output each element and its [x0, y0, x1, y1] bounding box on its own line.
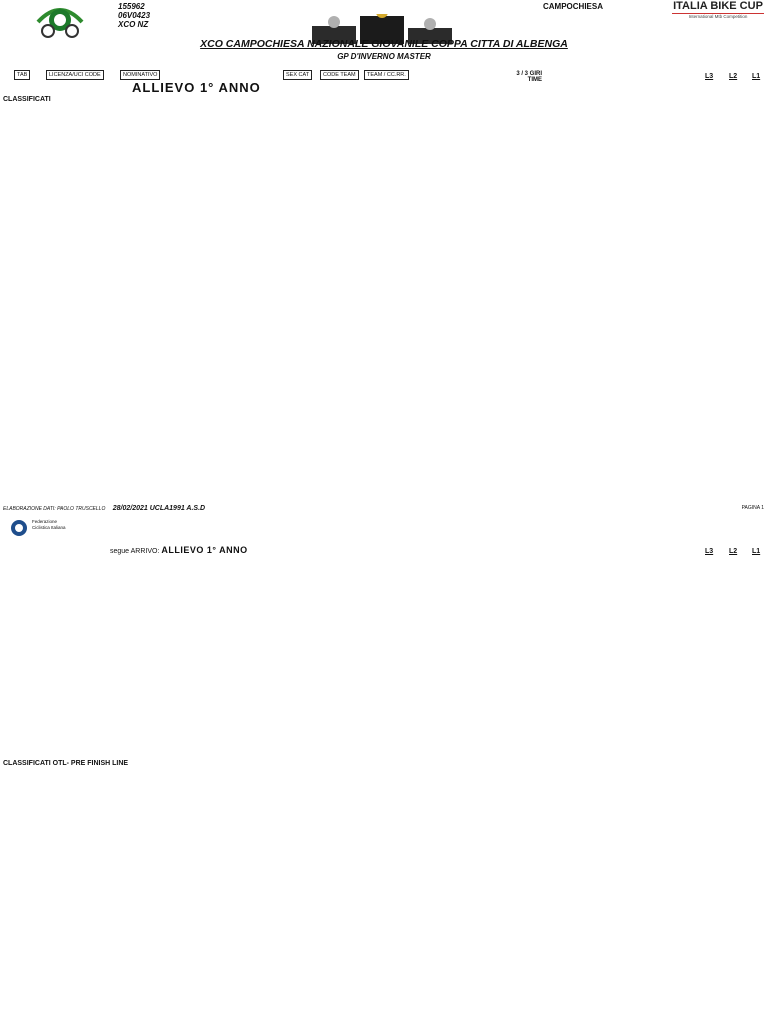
results-table-continued	[0, 564, 768, 574]
city: CAMPOCHIESA	[543, 2, 604, 11]
lap2-header-cont: L2	[729, 548, 738, 555]
continuation-header	[110, 545, 248, 555]
race-logo	[32, 0, 88, 40]
event-title: XCO CAMPOCHIESA NAZIONALE GIOVANILE COPPA CITTA DI ALBENGA	[200, 38, 568, 50]
table-row	[0, 769, 768, 779]
event-code: 06V0423	[118, 11, 151, 20]
fci-label: Federazione Ciclistica Italiana	[32, 519, 66, 530]
section-classified: CLASSIFICATI	[3, 96, 51, 103]
brand-name: ITALIA BIKE CUP	[673, 0, 763, 12]
giri: 3 / 3 GIRI	[516, 71, 542, 77]
brand-logo	[672, 0, 764, 34]
footer-credits	[3, 505, 205, 512]
col-team: TEAM / CC.RR.	[364, 70, 409, 80]
col-sex-cat: SEX CAT	[283, 70, 312, 80]
category-title-cont: ALLIEVO 1° ANNO	[161, 545, 248, 555]
table-row	[0, 105, 768, 115]
race-ids	[118, 2, 150, 29]
lap1-header: L1	[752, 73, 761, 80]
race-id: 155962	[118, 2, 145, 11]
lap3-header: L3	[705, 73, 714, 80]
fci-emblem-icon	[10, 519, 28, 537]
category-title: ALLIEVO 1° ANNO	[132, 80, 261, 95]
event-subtitle: GP D'INVERNO MASTER	[337, 52, 431, 61]
col-name: NOMINATIVO	[120, 70, 160, 80]
results-table-otl	[0, 769, 768, 779]
fci-logo	[10, 517, 76, 541]
col-code-team: CODE TEAM	[320, 70, 359, 80]
section-otl: CLASSIFICATI OTL- PRE FINISH LINE	[3, 760, 129, 767]
lap3-header-cont: L3	[705, 548, 714, 555]
lap2-header: L2	[729, 73, 738, 80]
col-license: LICENZA/UCI CODE	[46, 70, 104, 80]
lap1-header-cont: L1	[752, 548, 761, 555]
date-organizer: 28/02/2021 UCLA1991 A.S.D	[112, 505, 206, 512]
brand-tagline: International Mtb Competition	[672, 13, 764, 19]
column-headers	[0, 70, 768, 80]
results-table	[0, 105, 768, 115]
table-row	[0, 564, 768, 574]
data-credit: ELABORAZIONE DATI: PAOLO TRUSCELLO	[3, 506, 106, 512]
discipline: XCO NZ	[118, 20, 149, 29]
col-tab: TAB	[14, 70, 30, 80]
arrival-prefix: segue ARRIVO:	[110, 548, 160, 555]
page-number: PAGINA 1	[741, 505, 764, 511]
laps-count	[468, 71, 542, 83]
time-header: TIME	[527, 77, 542, 83]
